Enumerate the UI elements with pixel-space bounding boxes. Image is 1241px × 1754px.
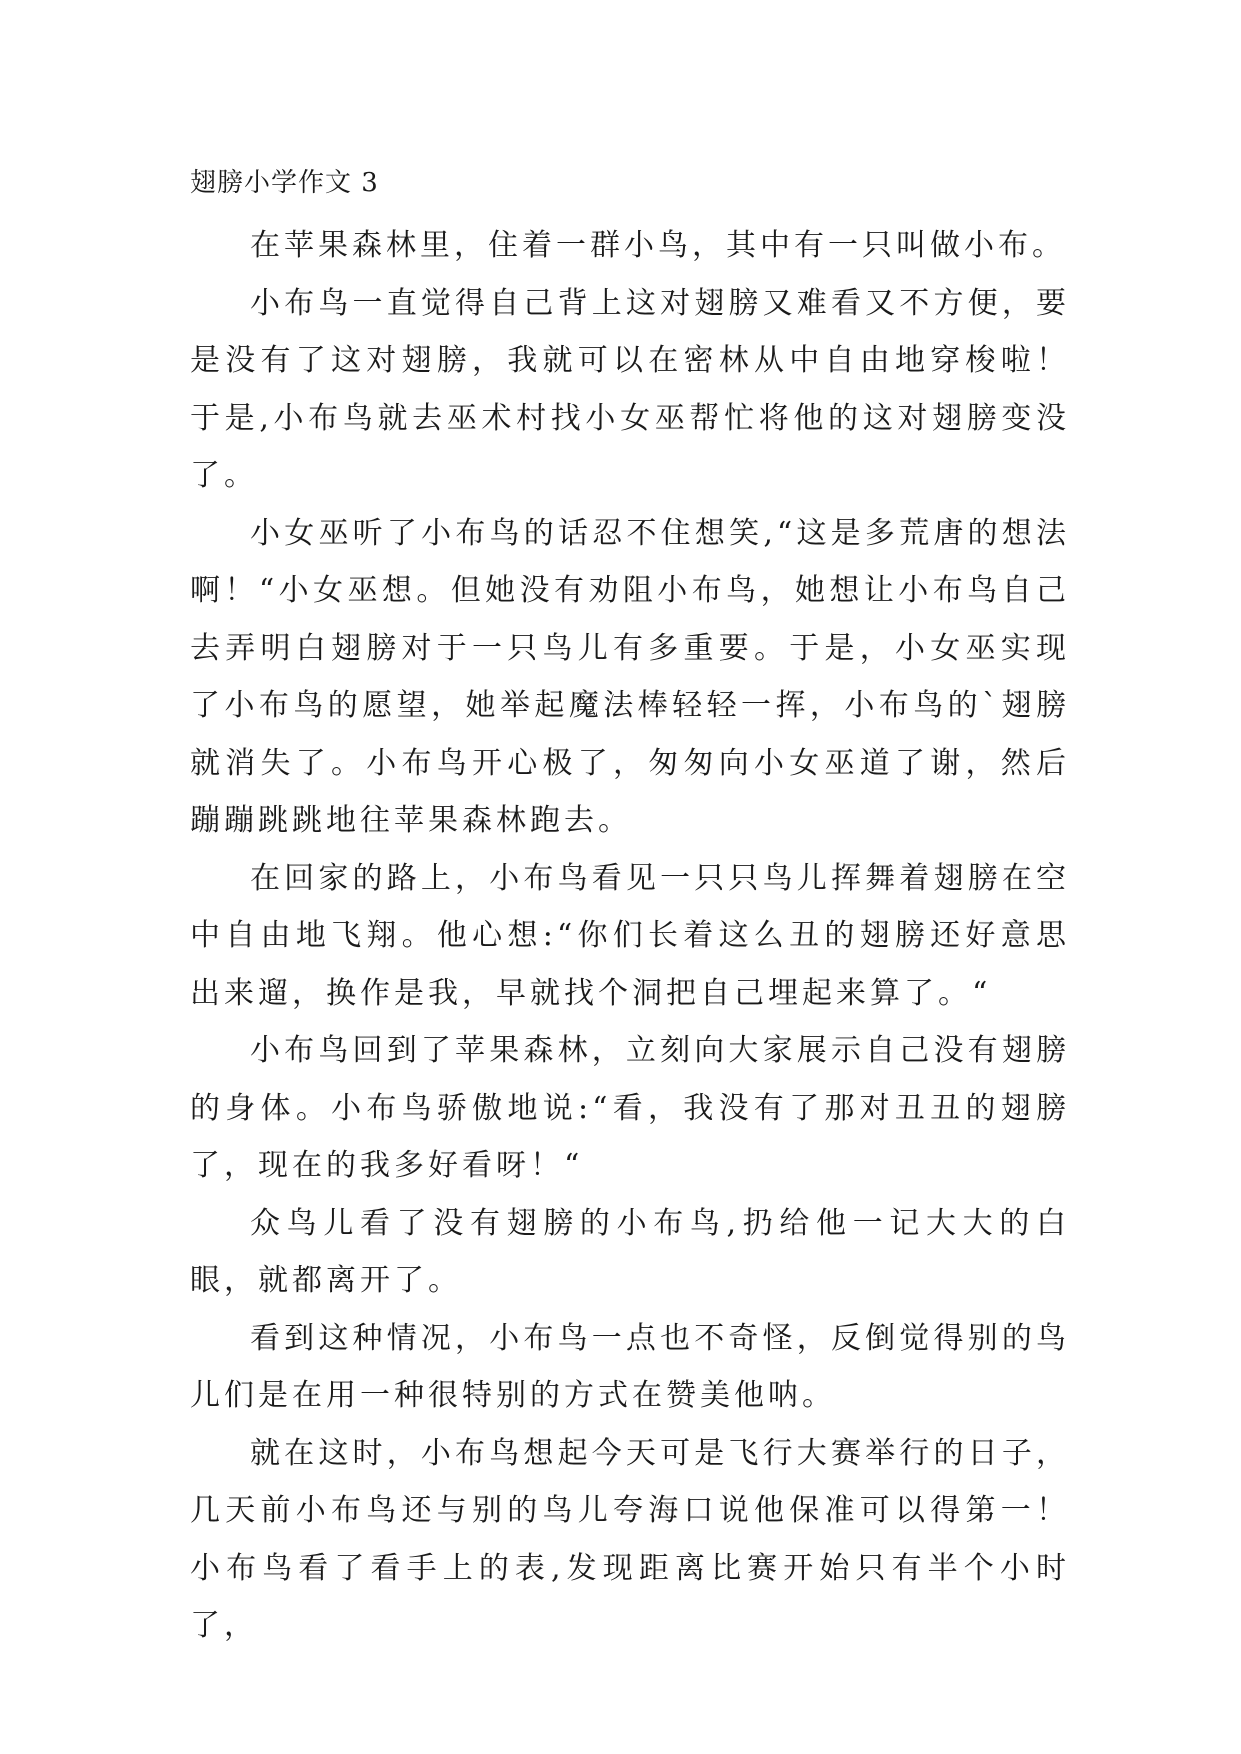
paragraph-4: 在回家的路上，小布鸟看见一只只鸟儿挥舞着翅膀在空中自由地飞翔。他心想:“你们长着这么丑的翅膀还好意思出来遛，换作是我，早就找个洞把自己埋起来算了。“ [190,860,1070,1011]
document-body [190,217,1070,1655]
paragraph-2: 小布鸟一直觉得自己背上这对翅膀又难看又不方便，要是没有了这对翅膀，我就可以在密林从中自由地穿梭啦！于是,小布鸟就去巫术村找小女巫帮忙将他的这对翅膀变没了。 [190,285,1070,493]
document-title: 翅膀小学作文 3 [190,168,379,198]
paragraph-1: 在苹果森林里，住着一群小鸟，其中有一只叫做小布。 [250,228,1066,263]
paragraph-6: 众鸟儿看了没有翅膀的小布鸟,扔给他一记大大的白眼，就都离开了。 [190,1205,1070,1298]
paragraph-8: 就在这时，小布鸟想起今天可是飞行大赛举行的日子，几天前小布鸟还与别的鸟儿夸海口说他保准可以得第一！小布鸟看了看手上的表,发现距离比赛开始只有半个小时了， [190,1435,1070,1643]
paragraph-7: 看到这种情况，小布鸟一点也不奇怪，反倒觉得别的鸟儿们是在用一种很特别的方式在赞美他呐。 [190,1320,1070,1413]
paragraph-3: 小女巫听了小布鸟的话忍不住想笑,“这是多荒唐的想法啊！“小女巫想。但她没有劝阻小布鸟，她想让小布鸟自己去弄明白翅膀对于一只鸟儿有多重要。于是，小女巫实现了小布鸟的愿望，她举起魔法棒轻轻一挥，小布鸟的`翅膀就消失了。小布鸟开心极了，匆匆向小女巫道了谢，然后蹦蹦跳跳地往苹果森林跑去。 [190,515,1070,838]
paragraph-5: 小布鸟回到了苹果森林，立刻向大家展示自己没有翅膀的身体。小布鸟骄傲地说:“看，我没有了那对丑丑的翅膀了，现在的我多好看呀！“ [190,1033,1070,1183]
